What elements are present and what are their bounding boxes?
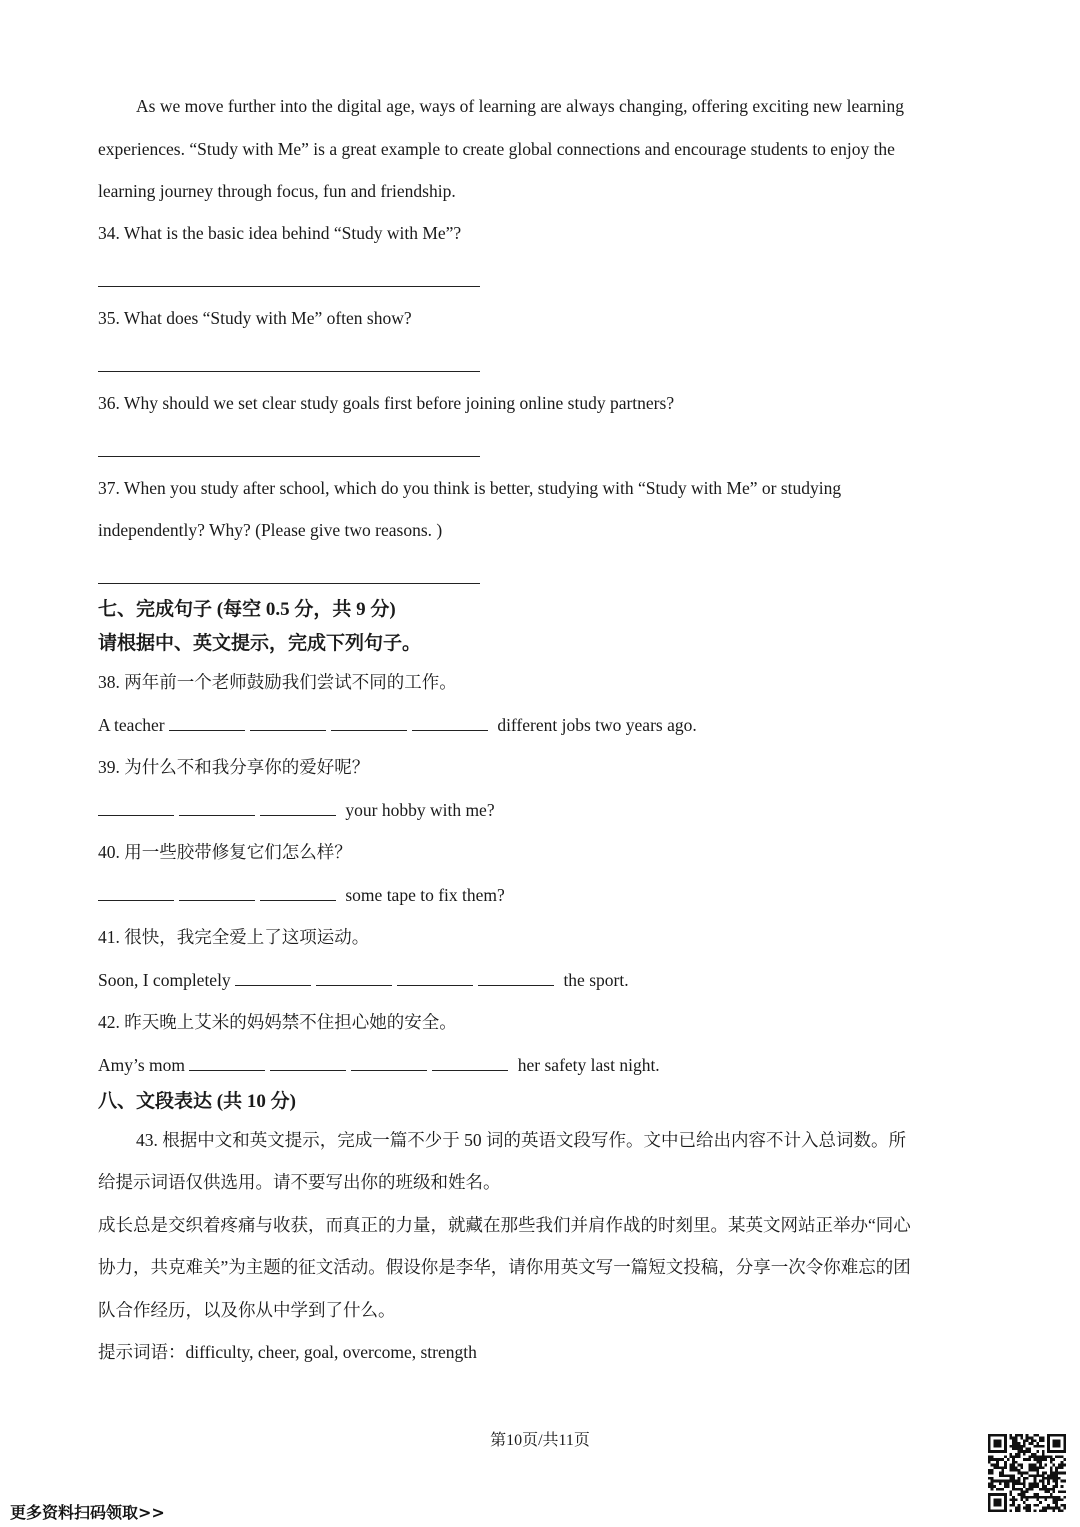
blank[interactable] bbox=[250, 714, 326, 731]
blank[interactable] bbox=[331, 714, 407, 731]
sentence-42-cn: 42. 昨天晚上艾米的妈妈禁不住担心她的安全。 bbox=[98, 1012, 457, 1032]
blank[interactable] bbox=[270, 1054, 346, 1071]
blank[interactable] bbox=[260, 884, 336, 901]
blank[interactable] bbox=[478, 969, 554, 986]
blank[interactable] bbox=[351, 1054, 427, 1071]
sentence-38-en bbox=[98, 714, 697, 736]
more-resources-link[interactable]: 更多资料扫码领取>> bbox=[10, 1503, 165, 1522]
sentence-42-en bbox=[98, 1054, 660, 1076]
sentence-40-en bbox=[98, 884, 505, 906]
question-35: 35. What does “Study with Me” often show? bbox=[98, 308, 412, 328]
answer-line-36[interactable] bbox=[98, 456, 480, 457]
sentence-prefix: Soon, I completely bbox=[98, 970, 236, 990]
sentence-39-cn: 39. 为什么不和我分享你的爱好呢？ bbox=[98, 757, 370, 777]
hint-words: 提示词语：difficulty, cheer, goal, overcome, strength bbox=[98, 1342, 477, 1362]
question-37: 37. When you study after school, which do you think is better, studying with “Study with Me” or studying bbox=[98, 478, 842, 498]
blank[interactable] bbox=[235, 969, 311, 986]
answer-line-35[interactable] bbox=[98, 371, 480, 372]
qr-code-icon[interactable] bbox=[988, 1434, 1066, 1512]
blank[interactable] bbox=[179, 799, 255, 816]
blank[interactable] bbox=[189, 1054, 265, 1071]
section-8-title: 八、文段表达 (共 10 分) bbox=[98, 1091, 296, 1112]
blank[interactable] bbox=[98, 799, 174, 816]
blank[interactable] bbox=[260, 799, 336, 816]
question-37-cont: independently? Why? (Please give two reasons. ) bbox=[98, 520, 443, 540]
writing-prompt: 成长总是交织着疼痛与收获，而真正的力量，就藏在那些我们并肩作战的时刻里。某英文网站正举办“同心 bbox=[98, 1215, 911, 1235]
sentence-suffix: your hobby with me? bbox=[341, 800, 495, 820]
blank[interactable] bbox=[169, 714, 245, 731]
question-43: 43. 根据中文和英文提示，完成一篇不少于 50 词的英语文段写作。文中已给出内容不计入总词数。所 bbox=[136, 1130, 906, 1150]
sentence-prefix: Amy’s mom bbox=[98, 1055, 190, 1075]
sentence-suffix: the sport. bbox=[559, 970, 629, 990]
question-43-cont: 给提示词语仅供选用。请不要写出你的班级和姓名。 bbox=[98, 1172, 501, 1192]
passage-line: learning journey through focus, fun and friendship. bbox=[98, 181, 456, 201]
question-34: 34. What is the basic idea behind “Study with Me”? bbox=[98, 223, 462, 243]
writing-prompt: 协力，共克难关”为主题的征文活动。假设你是李华，请你用英文写一篇短文投稿，分享一次令你难忘的团 bbox=[98, 1257, 911, 1277]
section-7-instruction: 请根据中、英文提示，完成下列句子。 bbox=[98, 633, 422, 654]
sentence-suffix: her safety last night. bbox=[513, 1055, 660, 1075]
sentence-41-cn: 41. 很快，我完全爱上了这项运动。 bbox=[98, 927, 370, 947]
passage-line: experiences. “Study with Me” is a great example to create global connections and encourage students to enjoy the bbox=[98, 139, 895, 159]
sentence-prefix: A teacher bbox=[98, 715, 169, 735]
sentence-40-cn: 40. 用一些胶带修复它们怎么样？ bbox=[98, 842, 352, 862]
section-7-title: 七、完成句子 (每空 0.5 分，共 9 分) bbox=[98, 599, 396, 620]
blank[interactable] bbox=[179, 884, 255, 901]
blank[interactable] bbox=[432, 1054, 508, 1071]
sentence-suffix: different jobs two years ago. bbox=[492, 715, 697, 735]
blank[interactable] bbox=[412, 714, 488, 731]
answer-line-37[interactable] bbox=[98, 583, 480, 584]
blank[interactable] bbox=[397, 969, 473, 986]
passage-line: As we move further into the digital age, ways of learning are always changing, offering exciting new learning bbox=[136, 96, 904, 116]
sentence-38-cn: 38. 两年前一个老师鼓励我们尝试不同的工作。 bbox=[98, 672, 457, 692]
writing-prompt: 队合作经历，以及你从中学到了什么。 bbox=[98, 1300, 396, 1320]
page-number: 第10页/共11页 bbox=[490, 1432, 590, 1449]
sentence-39-en bbox=[98, 799, 495, 821]
blank[interactable] bbox=[98, 884, 174, 901]
answer-line-34[interactable] bbox=[98, 286, 480, 287]
sentence-41-en bbox=[98, 969, 629, 991]
sentence-suffix: some tape to fix them? bbox=[341, 885, 505, 905]
blank[interactable] bbox=[316, 969, 392, 986]
question-36: 36. Why should we set clear study goals first before joining online study partners? bbox=[98, 393, 675, 413]
